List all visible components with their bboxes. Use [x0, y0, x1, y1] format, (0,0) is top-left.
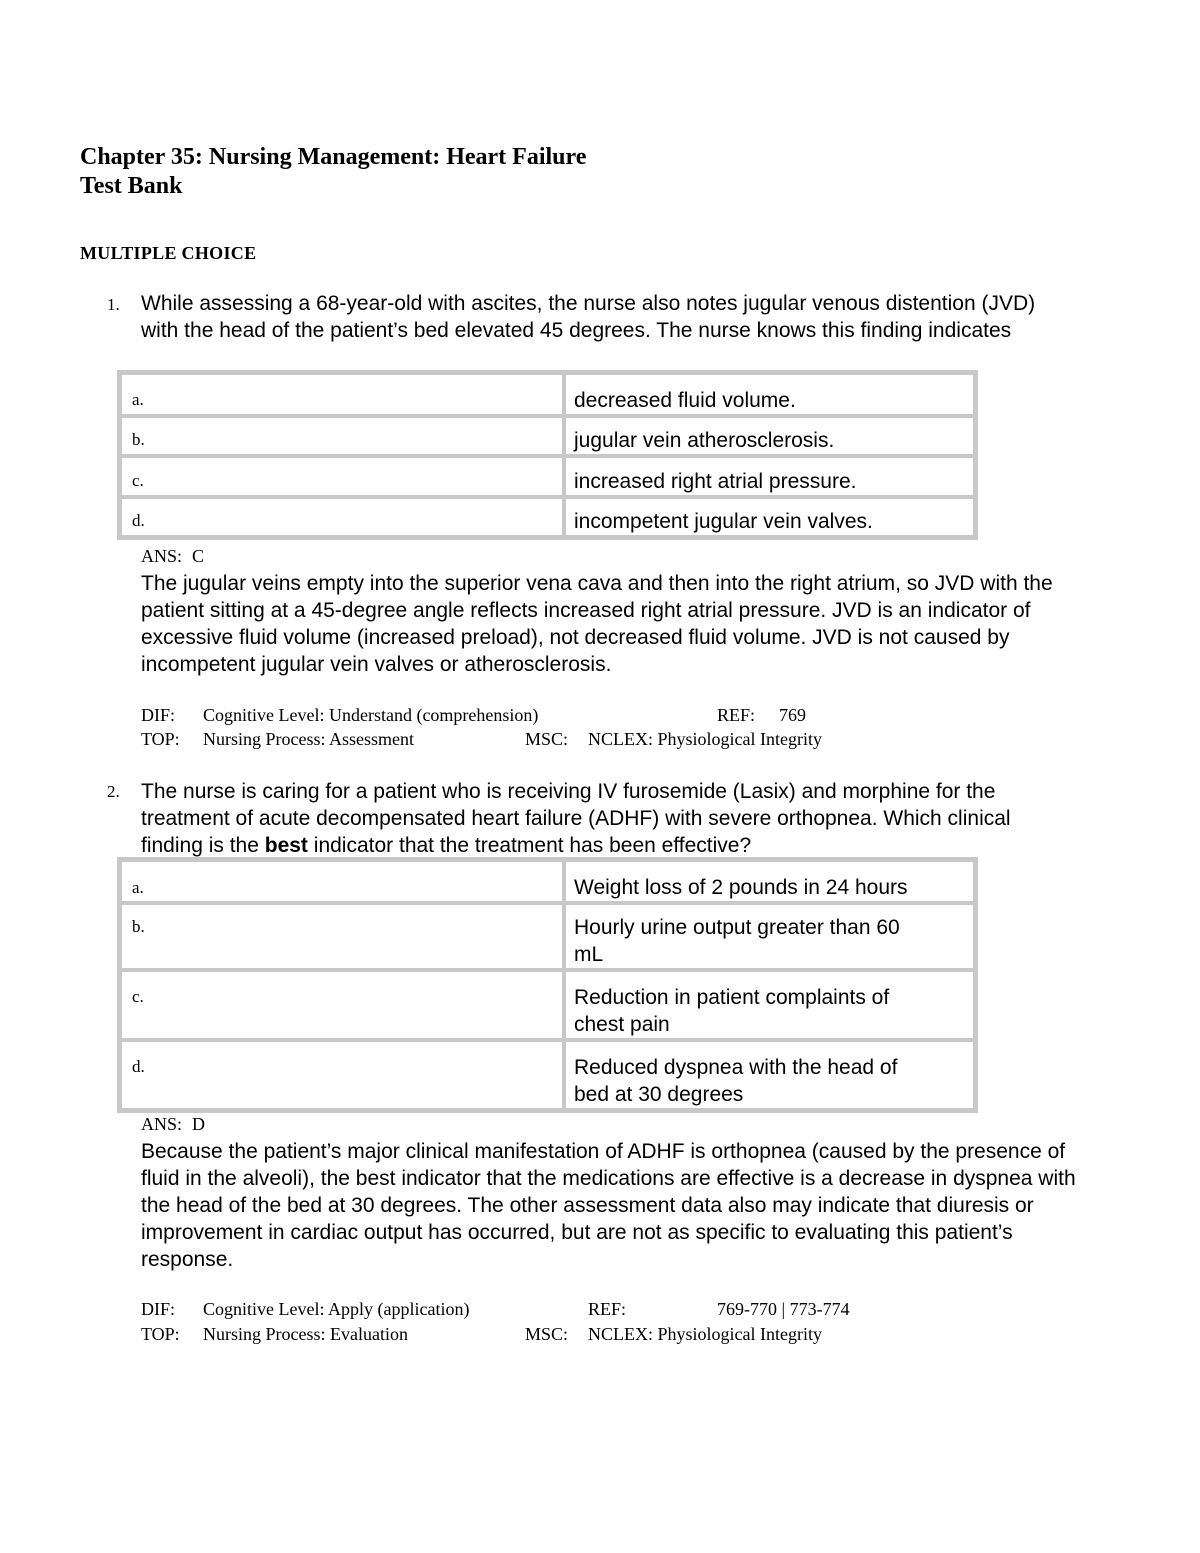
title-block [80, 143, 586, 201]
question-2-msc-label: MSC: [525, 1324, 569, 1344]
choice-row [120, 456, 975, 497]
choice-text: decreased fluid volume. [564, 373, 975, 416]
choice-row [120, 416, 975, 456]
question-1-top-value: Nursing Process: Assessment [203, 729, 414, 749]
choice-letter: c. [120, 970, 564, 1040]
question-2-answer [141, 1114, 205, 1135]
choice-text: increased right atrial pressure. [564, 456, 975, 497]
question-1-rationale: The jugular veins empty into the superior vena cava and then into the right atrium, so JVD with the patient sitting at a 45-degree angle reflects increased right atrial pressure. JVD is an indicator of excessive fluid volume (increased preload), not decreased fluid volume. JVD is not caused by incompetent jugular vein valves or atherosclerosis. [141, 572, 1053, 676]
question-1-msc-label: MSC: [525, 729, 569, 749]
choice-row [120, 970, 975, 1040]
page-title: Chapter 35: Nursing Management: Heart Failure [80, 144, 587, 170]
question-1-answer [141, 546, 204, 567]
question-2-top-value: Nursing Process: Evaluation [203, 1324, 408, 1344]
question-1-msc-value: NCLEX: Physiological Integrity [588, 729, 822, 749]
page-subtitle: Test Bank [80, 173, 183, 199]
choice-letter: b. [120, 903, 564, 970]
question-2-number: 2. [107, 782, 120, 801]
answer-label: ANS: [141, 546, 183, 566]
question-2-dif-label: DIF: [141, 1299, 176, 1319]
question-2-choices-table [117, 857, 978, 1113]
choice-row [120, 1040, 975, 1110]
question-2-ref-value: 769-770 | 773-774 [717, 1299, 850, 1319]
stem-text: The nurse is caring for a patient who is receiving IV furosemide (Lasix) and morphine for the treatment of acute decompensated heart failure (ADHF) with severe orthopnea. Which clinical finding is the [141, 780, 1011, 857]
stem-emphasis: best [264, 834, 308, 857]
choice-row [120, 860, 975, 903]
stem-text: indicator that the treatment has been effective? [307, 834, 752, 857]
question-1-choices-table [117, 370, 978, 540]
question-1-number: 1. [107, 295, 120, 314]
question-1-ref-value: 769 [779, 705, 806, 725]
section-heading: MULTIPLE CHOICE [80, 243, 257, 263]
question-2-top-label: TOP: [141, 1324, 180, 1344]
choice-text: Hourly urine output greater than 60 mL [564, 903, 975, 970]
choice-letter: a. [120, 373, 564, 416]
choice-row [120, 373, 975, 416]
question-1-dif-label: DIF: [141, 705, 176, 725]
question-1-stem: While assessing a 68-year-old with ascites, the nurse also notes jugular venous distention (JVD) with the head of the patient’s bed elevated 45 degrees. The nurse knows this finding indicates [141, 292, 1036, 342]
choice-text: jugular vein atherosclerosis. [564, 416, 975, 456]
choice-letter: d. [120, 497, 564, 537]
answer-value: C [192, 546, 205, 566]
question-2-rationale: Because the patient’s major clinical manifestation of ADHF is orthopnea (caused by the presence of fluid in the alveoli), the best indicator that the medications are effective is a decrease in dyspnea with the head of the bed at 30 degrees. The other assessment data also may indicate that diuresis or improvement in cardiac output has occurred, but are not as specific to evaluating this patient’s response. [141, 1140, 1076, 1271]
choice-text: Reduced dyspnea with the head of bed at 30 degrees [564, 1040, 975, 1110]
choice-letter: b. [120, 416, 564, 456]
choice-letter: a. [120, 860, 564, 903]
answer-label: ANS: [141, 1114, 183, 1134]
question-1-dif-value: Cognitive Level: Understand (comprehension) [203, 705, 539, 725]
choice-text: Weight loss of 2 pounds in 24 hours [564, 860, 975, 903]
choice-row [120, 497, 975, 537]
question-1-top-label: TOP: [141, 729, 180, 749]
question-2-ref-label: REF: [588, 1299, 627, 1319]
choice-text: incompetent jugular vein valves. [564, 497, 975, 537]
choice-text: Reduction in patient complaints of chest pain [564, 970, 975, 1040]
question-2-dif-value: Cognitive Level: Apply (application) [203, 1299, 470, 1319]
answer-value: D [192, 1114, 206, 1134]
question-1-ref-label: REF: [717, 705, 756, 725]
question-2-stem [141, 778, 1061, 859]
choice-row [120, 903, 975, 970]
question-2-msc-value: NCLEX: Physiological Integrity [588, 1324, 822, 1344]
choice-letter: c. [120, 456, 564, 497]
choice-letter: d. [120, 1040, 564, 1110]
